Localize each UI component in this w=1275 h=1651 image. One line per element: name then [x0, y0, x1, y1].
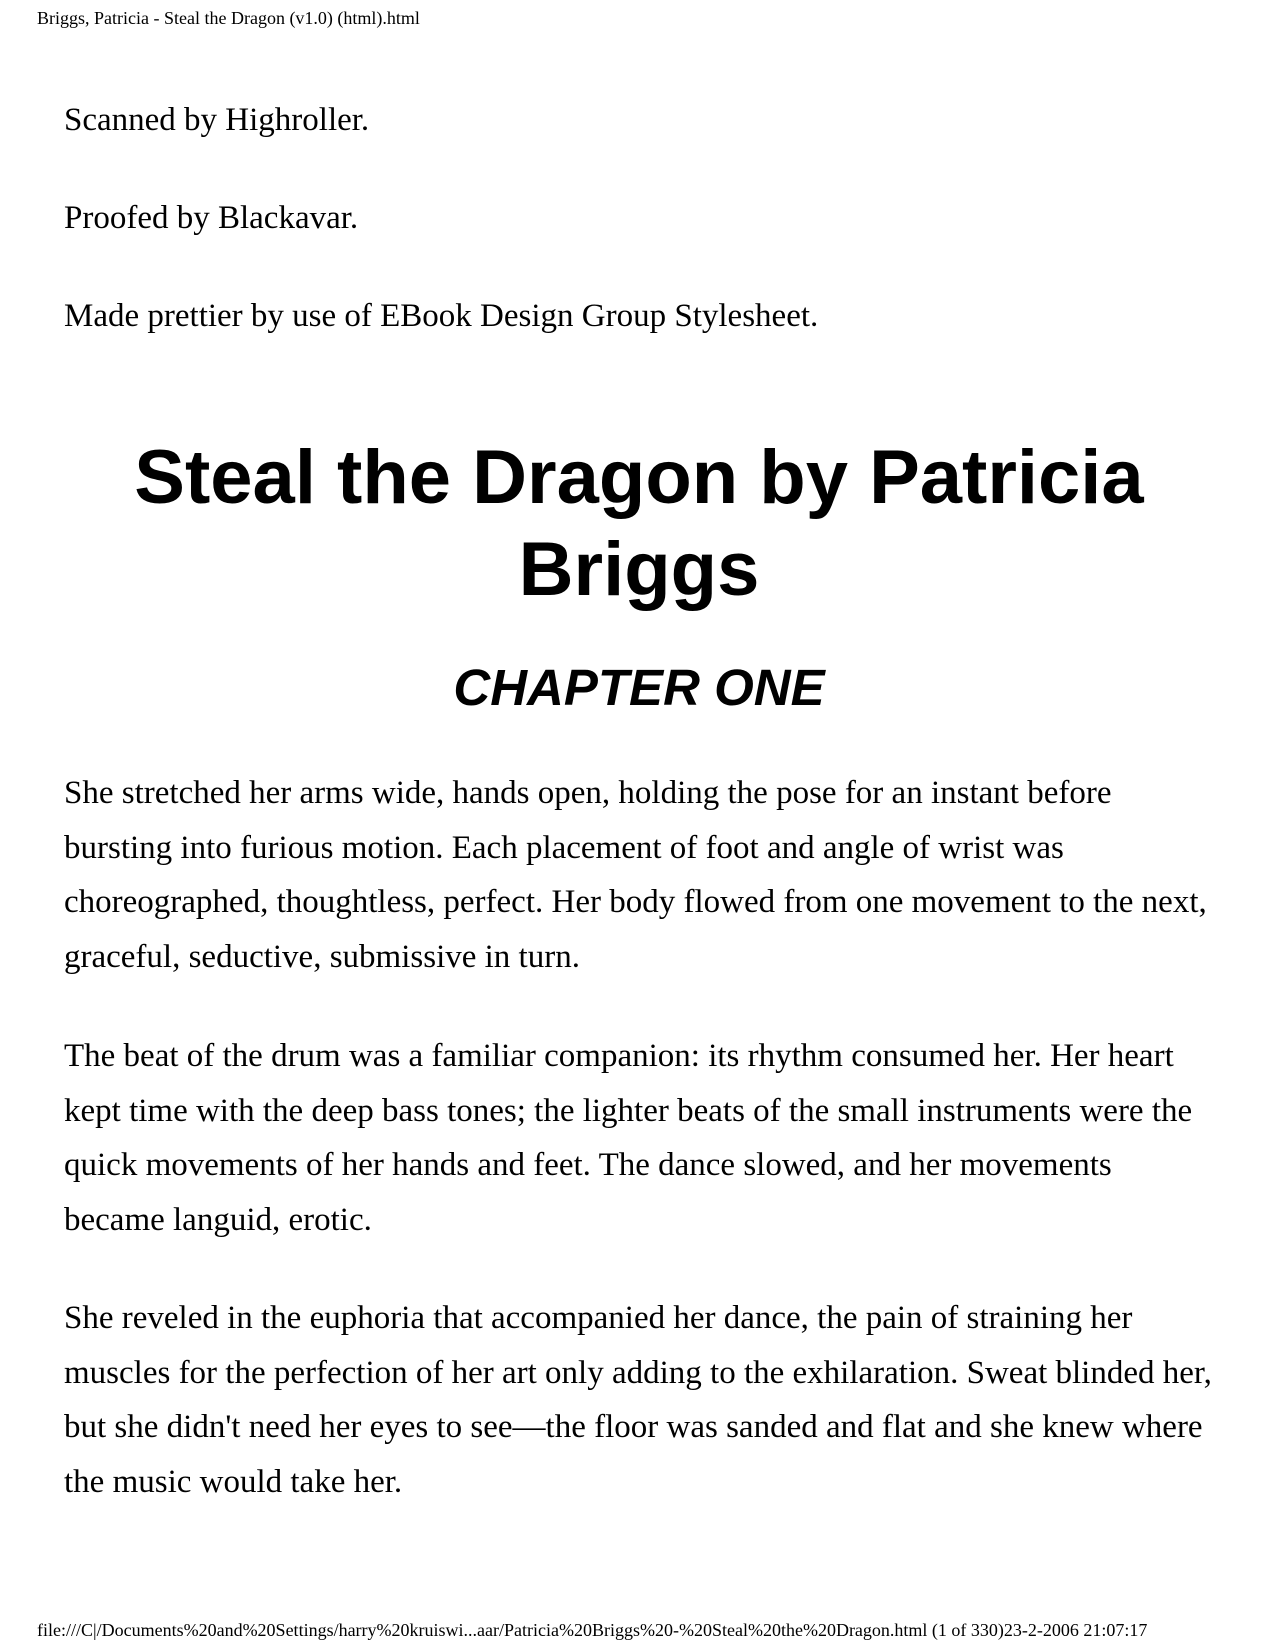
credit-scanned-by: Scanned by Highroller. [64, 102, 370, 138]
credit-proofed-by: Proofed by Blackavar. [64, 200, 359, 236]
chapter-title: CHAPTER ONE [453, 659, 825, 716]
page-footer-file-path: file:///C|/Documents%20and%20Settings/harry%20kruiswi...aar/Patricia%20Briggs%20-%20Steal%20the%20Dragon.html (1 of 330)23-2-2006 21:07:17 [37, 1620, 1148, 1640]
body-paragraph-3: She reveled in the euphoria that accompanied her dance, the pain of straining her muscles for the perfection of her art only adding to the exhilaration. Sweat blinded her, but she didn't need her eyes to see—the floor was sanded and flat and she knew where the music would take her. [64, 1300, 1212, 1501]
page-header-file-title: Briggs, Patricia - Steal the Dragon (v1.0) (html).html [37, 8, 420, 28]
credit-stylesheet: Made prettier by use of EBook Design Group Stylesheet. [64, 298, 819, 334]
body-paragraph-1: She stretched her arms wide, hands open, holding the pose for an instant before bursting into furious motion. Each placement of foot and angle of wrist was choreographed, thoughtless, perfect. Her body flowed from one movement to the next, graceful, seductive, submissive in turn. [64, 775, 1207, 976]
book-title: Steal the Dragon by Patricia Briggs [134, 435, 1144, 612]
body-paragraph-2: The beat of the drum was a familiar companion: its rhythm consumed her. Her heart kept time with the deep bass tones; the lighter beats of the small instruments were the quick movements of her hands and feet. The dance slowed, and her movements became languid, erotic. [64, 1038, 1193, 1239]
